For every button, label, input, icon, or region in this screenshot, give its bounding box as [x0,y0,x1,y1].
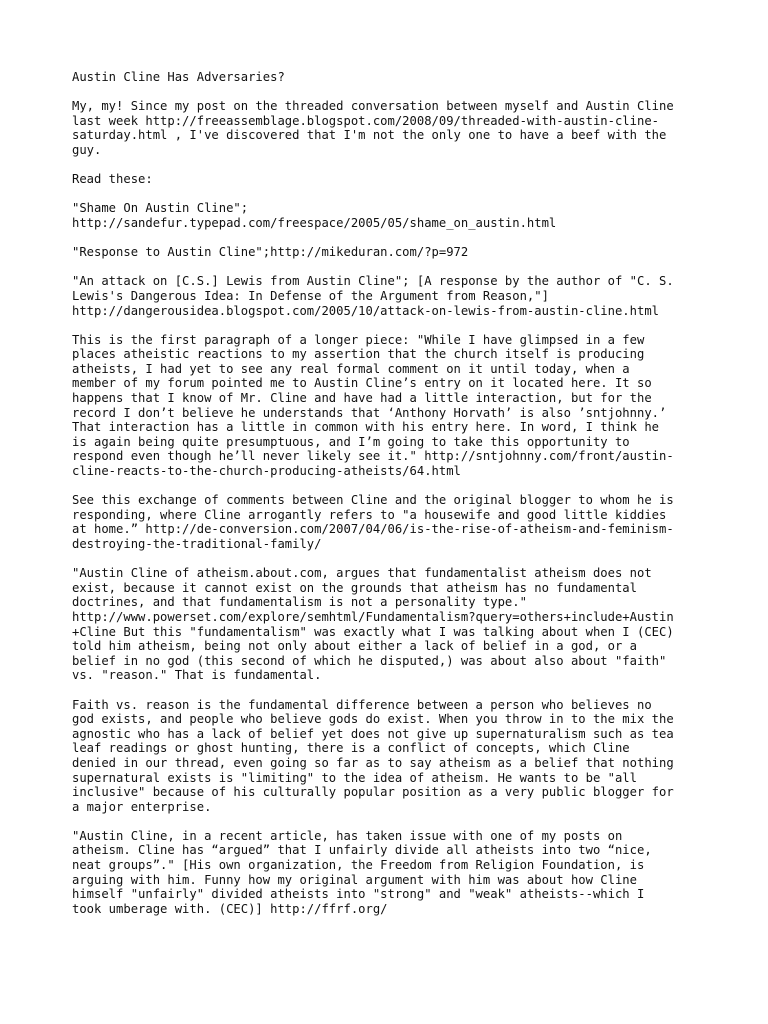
document-body [72,70,702,931]
paragraph-read-these: Read these: [72,172,153,187]
document-title: Austin Cline Has Adversaries? [72,70,285,84]
paragraph-fundamentalist-atheism: "Austin Cline of atheism.about.com, argues that fundamentalist atheism does not exist, because it cannot exist on the grounds that atheism has no fundamental doctrines, and that fundamentalism is not a personality type." http://www.powerset.com/explore/semhtml/Fundamentalism?query=others+include+Austin +Cline But this "fundamentalism" was exactly what I was talking about when I (CEC) told him atheism, being not only about either a lack of belief in a god, or a belief in no god (this second of which he disputed,) was about also about "faith" vs. "reason." That is fundamental. [72,566,674,683]
paragraph-faith-vs-reason: Faith vs. reason is the fundamental difference between a person who believes no god exists, and people who believe gods do exist. When you throw in to the mix the agnostic who has a lack of belief yet does not give up supernaturalism such as tea leaf readings or ghost hunting, there is a conflict of concepts, which Cline denied in our thread, even going so far as to say atheism as a belief that nothing supernatural exists is "limiting" to the idea of atheism. He wants to be "all inclusive" because of his culturally popular position as a very public blogger for a major enterprise. [72,697,674,814]
paragraph-first-paragraph-quote: This is the first paragraph of a longer piece: "While I have glimpsed in a few places atheistic reactions to my assertion that the church itself is producing atheists, I had yet to see any real formal comment on it until today, when a member of my forum pointed me to Austin Cline’s entry on it located here. It so happens that I know of Mr. Cline and have had a little interaction, but for the record I don’t believe he understands that ‘Anthony Horvath’ is also ’sntjohnny.’ That interaction has a little in common with his entry here. In word, I think he is again being quite presumptuous, and I’m going to take this opportunity to respond even though he’ll never likely see it." http://sntjohnny.com/front/austin- cline-reacts-to-the-church-producing-atheists/64.html [72,332,674,479]
paragraph-response-to-austin: "Response to Austin Cline";http://mikeduran.com/?p=972 [72,245,469,260]
paragraph-shame-on-austin: "Shame On Austin Cline"; http://sandefur.typepad.com/freespace/2005/05/shame_on_austin.html [72,201,557,230]
paragraph-exchange-of-comments: See this exchange of comments between Cline and the original blogger to whom he is responding, where Cline arrogantly refers to "a housewife and good little kiddies at home.” http://de-conversion.com/2007/04/06/is-the-rise-of-atheism-and-feminism- destroying-the-traditional-family/ [72,493,674,551]
paragraph-attack-on-lewis: "An attack on [C.S.] Lewis from Austin Cline"; [A response by the author of "C. S. Lewis's Dangerous Idea: In Defense of the Argument from Reason,"] http://dangerousidea.blogspot.com/2005/10/attack-on-lewis-from-austin-cline.html [72,274,674,318]
paragraph-recent-article: "Austin Cline, in a recent article, has taken issue with one of my posts on atheism. Cline has “argued” that I unfairly divide all atheists into two “nice, neat groups”." [His own organization, the Freedom from Religion Foundation, is arguing with him. Funny how my original argument with him was about how Cline himself "unfairly" divided atheists into "strong" and "weak" atheists--which I took umberage with. (CEC)] http://ffrf.org/ [72,828,652,916]
paragraph-intro: My, my! Since my post on the threaded conversation between myself and Austin Cline last week http://freeassemblage.blogspot.com/2008/09/threaded-with-austin-cline- saturday.html , I've discovered that I'm not the only one to have a beef with the guy. [72,99,674,157]
